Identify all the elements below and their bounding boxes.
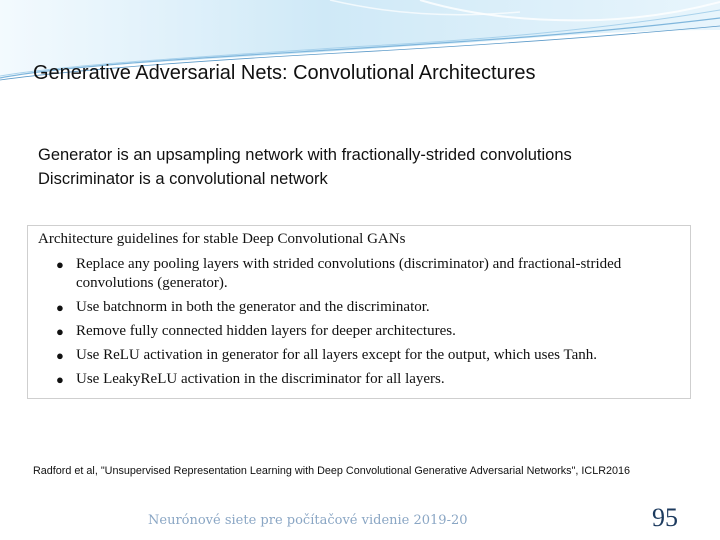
guideline-text: Replace any pooling layers with strided convolutions (discriminator) and fractional-strided convolutions (generator). [76,256,622,291]
list-item [56,370,676,389]
footer-course-name: Neurónové siete pre počítačové videnie 2019-20 [148,513,468,528]
page-number: 95 [652,503,678,532]
guideline-text: Use LeakyReLU activation in the discriminator for all layers. [76,371,445,387]
citation: Radford et al, "Unsupervised Representation Learning with Deep Convolutional Generative Adversarial Networks", ICLR2016 [33,465,631,477]
bullet-icon: ● [56,257,64,272]
bullet-icon: ● [56,300,64,315]
bullet-icon: ● [56,348,64,363]
figure-heading: Architecture guidelines for stable Deep Convolutional GANs [38,231,406,247]
slide-title: Generative Adversarial Nets: Convolutional Architectures [33,62,536,84]
body-line-generator: Generator is an upsampling network with fractionally-strided convolutions [38,146,572,164]
guideline-text: Remove fully connected hidden layers for deeper architectures. [76,323,456,339]
body-line-discriminator: Discriminator is a convolutional network [38,170,328,188]
slide-body [38,143,572,191]
guidelines-list [56,255,676,394]
bullet-icon: ● [56,324,64,339]
guidelines-figure [27,225,691,399]
list-item [56,255,676,293]
list-item [56,298,676,317]
list-item [56,346,676,365]
list-item [56,322,676,341]
bullet-icon: ● [56,372,64,387]
guideline-text: Use ReLU activation in generator for all layers except for the output, which uses Tanh. [76,347,598,363]
guideline-text: Use batchnorm in both the generator and the discriminator. [76,299,430,315]
